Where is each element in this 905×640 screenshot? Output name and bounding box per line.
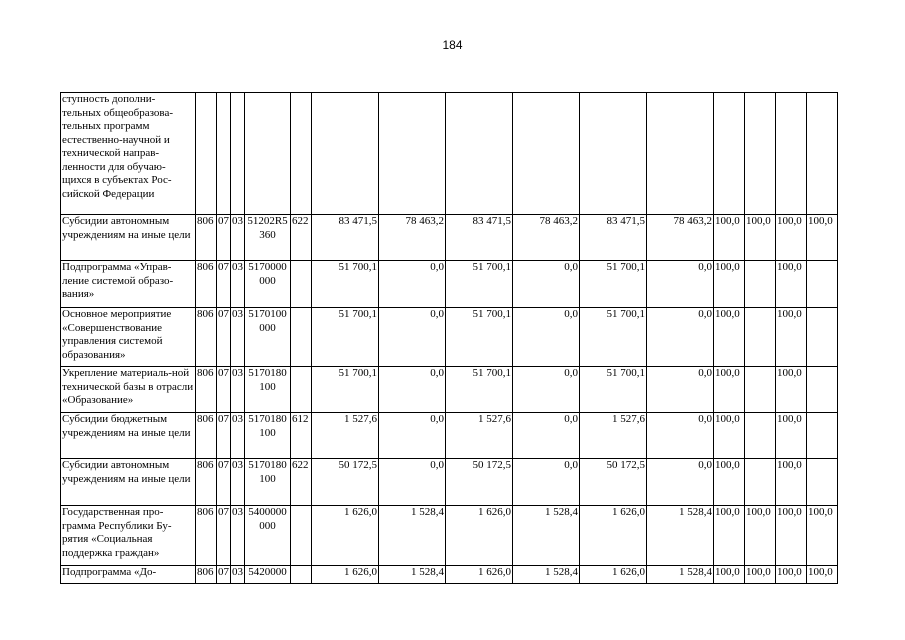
amount-cell: 78 463,2 bbox=[647, 215, 714, 261]
percent-cell bbox=[745, 261, 776, 308]
percent-cell bbox=[807, 459, 838, 506]
percent-cell bbox=[807, 413, 838, 459]
amount-cell: 0,0 bbox=[379, 367, 446, 413]
percent-cell: 100,0 bbox=[776, 566, 807, 584]
row-name-cell: Подпрограмма «До- bbox=[61, 566, 196, 584]
expense-type-cell: 612 bbox=[291, 413, 312, 459]
subsection-cell: 03 bbox=[231, 308, 245, 367]
amount-cell: 0,0 bbox=[513, 459, 580, 506]
row-name-cell: Укрепление материаль-ной технической базы в отрасли «Образование» bbox=[61, 367, 196, 413]
amount-cell: 51 700,1 bbox=[312, 367, 379, 413]
row-name-cell: Субсидии автономным учреждениям на иные цели bbox=[61, 459, 196, 506]
amount-cell bbox=[580, 93, 647, 215]
amount-cell: 0,0 bbox=[513, 261, 580, 308]
table-row bbox=[61, 215, 838, 261]
percent-cell: 100,0 bbox=[714, 308, 745, 367]
percent-cell: 100,0 bbox=[714, 413, 745, 459]
amount-cell bbox=[446, 93, 513, 215]
amount-cell: 50 172,5 bbox=[580, 459, 647, 506]
amount-cell: 1 626,0 bbox=[580, 566, 647, 584]
amount-cell: 50 172,5 bbox=[446, 459, 513, 506]
target-article-cell: 5420000 bbox=[245, 566, 291, 584]
amount-cell: 0,0 bbox=[647, 413, 714, 459]
amount-cell: 0,0 bbox=[647, 367, 714, 413]
percent-cell bbox=[745, 367, 776, 413]
amount-cell: 0,0 bbox=[513, 308, 580, 367]
percent-cell bbox=[714, 93, 745, 215]
percent-cell: 100,0 bbox=[714, 215, 745, 261]
percent-cell: 100,0 bbox=[714, 261, 745, 308]
amount-cell: 51 700,1 bbox=[446, 367, 513, 413]
amount-cell: 78 463,2 bbox=[513, 215, 580, 261]
amount-cell: 1 528,4 bbox=[513, 566, 580, 584]
amount-cell: 51 700,1 bbox=[580, 261, 647, 308]
amount-cell: 0,0 bbox=[379, 261, 446, 308]
subsection-cell: 03 bbox=[231, 367, 245, 413]
table-row bbox=[61, 261, 838, 308]
percent-cell: 100,0 bbox=[745, 566, 776, 584]
target-article-cell: 5170100000 bbox=[245, 308, 291, 367]
percent-cell bbox=[807, 367, 838, 413]
expense-type-cell bbox=[291, 506, 312, 566]
amount-cell: 0,0 bbox=[513, 413, 580, 459]
percent-cell: 100,0 bbox=[714, 506, 745, 566]
percent-cell bbox=[745, 93, 776, 215]
target-article-cell: 5170180100 bbox=[245, 367, 291, 413]
grbs-cell: 806 bbox=[196, 308, 217, 367]
target-article-cell: 5170180100 bbox=[245, 459, 291, 506]
table-row bbox=[61, 413, 838, 459]
amount-cell: 83 471,5 bbox=[580, 215, 647, 261]
amount-cell: 1 626,0 bbox=[312, 506, 379, 566]
row-name-cell: Подпрограмма «Управ-ление системой образо-вания» bbox=[61, 261, 196, 308]
amount-cell: 51 700,1 bbox=[580, 308, 647, 367]
expense-type-cell bbox=[291, 566, 312, 584]
percent-cell: 100,0 bbox=[714, 459, 745, 506]
section-cell: 07 bbox=[217, 506, 231, 566]
amount-cell: 0,0 bbox=[513, 367, 580, 413]
section-cell: 07 bbox=[217, 459, 231, 506]
amount-cell: 51 700,1 bbox=[446, 261, 513, 308]
table-row bbox=[61, 506, 838, 566]
subsection-cell: 03 bbox=[231, 413, 245, 459]
amount-cell: 50 172,5 bbox=[312, 459, 379, 506]
section-cell: 07 bbox=[217, 215, 231, 261]
percent-cell: 100,0 bbox=[807, 566, 838, 584]
row-name-cell: Субсидии автономным учреждениям на иные цели bbox=[61, 215, 196, 261]
expense-type-cell bbox=[291, 93, 312, 215]
subsection-cell bbox=[231, 93, 245, 215]
expense-type-cell: 622 bbox=[291, 459, 312, 506]
percent-cell bbox=[807, 261, 838, 308]
section-cell bbox=[217, 93, 231, 215]
subsection-cell: 03 bbox=[231, 566, 245, 584]
target-article-cell: 5170180100 bbox=[245, 413, 291, 459]
amount-cell bbox=[647, 93, 714, 215]
row-name-cell: Субсидии бюджетным учреждениям на иные цели bbox=[61, 413, 196, 459]
amount-cell: 0,0 bbox=[647, 308, 714, 367]
expense-type-cell bbox=[291, 308, 312, 367]
grbs-cell: 806 bbox=[196, 506, 217, 566]
amount-cell: 51 700,1 bbox=[446, 308, 513, 367]
percent-cell bbox=[807, 93, 838, 215]
table-row bbox=[61, 367, 838, 413]
percent-cell: 100,0 bbox=[714, 367, 745, 413]
section-cell: 07 bbox=[217, 566, 231, 584]
percent-cell bbox=[745, 308, 776, 367]
percent-cell: 100,0 bbox=[807, 215, 838, 261]
amount-cell: 1 528,4 bbox=[379, 566, 446, 584]
target-article-cell: 5400000000 bbox=[245, 506, 291, 566]
amount-cell: 1 528,4 bbox=[647, 506, 714, 566]
subsection-cell: 03 bbox=[231, 506, 245, 566]
amount-cell: 0,0 bbox=[379, 413, 446, 459]
amount-cell: 1 527,6 bbox=[446, 413, 513, 459]
row-name-cell: Основное мероприятие «Совершенствование управления системой образования» bbox=[61, 308, 196, 367]
percent-cell: 100,0 bbox=[776, 367, 807, 413]
table-row bbox=[61, 93, 838, 215]
amount-cell bbox=[312, 93, 379, 215]
percent-cell: 100,0 bbox=[807, 506, 838, 566]
amount-cell: 1 527,6 bbox=[312, 413, 379, 459]
amount-cell: 0,0 bbox=[647, 261, 714, 308]
section-cell: 07 bbox=[217, 413, 231, 459]
amount-cell: 51 700,1 bbox=[580, 367, 647, 413]
percent-cell bbox=[745, 413, 776, 459]
grbs-cell: 806 bbox=[196, 367, 217, 413]
target-article-cell bbox=[245, 93, 291, 215]
amount-cell: 83 471,5 bbox=[446, 215, 513, 261]
percent-cell: 100,0 bbox=[776, 261, 807, 308]
amount-cell: 1 528,4 bbox=[379, 506, 446, 566]
percent-cell: 100,0 bbox=[776, 506, 807, 566]
expense-type-cell bbox=[291, 261, 312, 308]
row-name-cell: ступность дополни-тельных общеобразова-тельных программ естественно-научной и технической направ-ленности для обучаю-щихся в субъектах Рос-сийской Федерации bbox=[61, 93, 196, 215]
budget-table bbox=[60, 92, 838, 584]
percent-cell: 100,0 bbox=[776, 459, 807, 506]
target-article-cell: 5170000000 bbox=[245, 261, 291, 308]
subsection-cell: 03 bbox=[231, 459, 245, 506]
table-row bbox=[61, 566, 838, 584]
amount-cell: 51 700,1 bbox=[312, 308, 379, 367]
percent-cell: 100,0 bbox=[714, 566, 745, 584]
amount-cell: 1 626,0 bbox=[580, 506, 647, 566]
page-number: 184 bbox=[442, 38, 463, 52]
percent-cell: 100,0 bbox=[745, 506, 776, 566]
row-name-cell: Государственная про-грамма Республики Бу-рятия «Социальная поддержка граждан» bbox=[61, 506, 196, 566]
subsection-cell: 03 bbox=[231, 215, 245, 261]
grbs-cell: 806 bbox=[196, 261, 217, 308]
amount-cell: 1 528,4 bbox=[647, 566, 714, 584]
target-article-cell: 51202R5360 bbox=[245, 215, 291, 261]
percent-cell: 100,0 bbox=[776, 215, 807, 261]
amount-cell: 51 700,1 bbox=[312, 261, 379, 308]
amount-cell: 78 463,2 bbox=[379, 215, 446, 261]
table-row bbox=[61, 459, 838, 506]
percent-cell: 100,0 bbox=[745, 215, 776, 261]
section-cell: 07 bbox=[217, 308, 231, 367]
amount-cell: 0,0 bbox=[379, 459, 446, 506]
amount-cell: 1 527,6 bbox=[580, 413, 647, 459]
percent-cell bbox=[807, 308, 838, 367]
percent-cell: 100,0 bbox=[776, 413, 807, 459]
amount-cell: 0,0 bbox=[647, 459, 714, 506]
grbs-cell bbox=[196, 93, 217, 215]
grbs-cell: 806 bbox=[196, 413, 217, 459]
expense-type-cell: 622 bbox=[291, 215, 312, 261]
subsection-cell: 03 bbox=[231, 261, 245, 308]
percent-cell bbox=[776, 93, 807, 215]
amount-cell: 0,0 bbox=[379, 308, 446, 367]
amount-cell: 1 626,0 bbox=[446, 506, 513, 566]
section-cell: 07 bbox=[217, 367, 231, 413]
section-cell: 07 bbox=[217, 261, 231, 308]
amount-cell bbox=[379, 93, 446, 215]
percent-cell bbox=[745, 459, 776, 506]
table-body bbox=[61, 93, 838, 584]
grbs-cell: 806 bbox=[196, 566, 217, 584]
amount-cell: 1 626,0 bbox=[446, 566, 513, 584]
table-row bbox=[61, 308, 838, 367]
amount-cell: 83 471,5 bbox=[312, 215, 379, 261]
grbs-cell: 806 bbox=[196, 459, 217, 506]
amount-cell bbox=[513, 93, 580, 215]
grbs-cell: 806 bbox=[196, 215, 217, 261]
expense-type-cell bbox=[291, 367, 312, 413]
amount-cell: 1 528,4 bbox=[513, 506, 580, 566]
amount-cell: 1 626,0 bbox=[312, 566, 379, 584]
percent-cell: 100,0 bbox=[776, 308, 807, 367]
